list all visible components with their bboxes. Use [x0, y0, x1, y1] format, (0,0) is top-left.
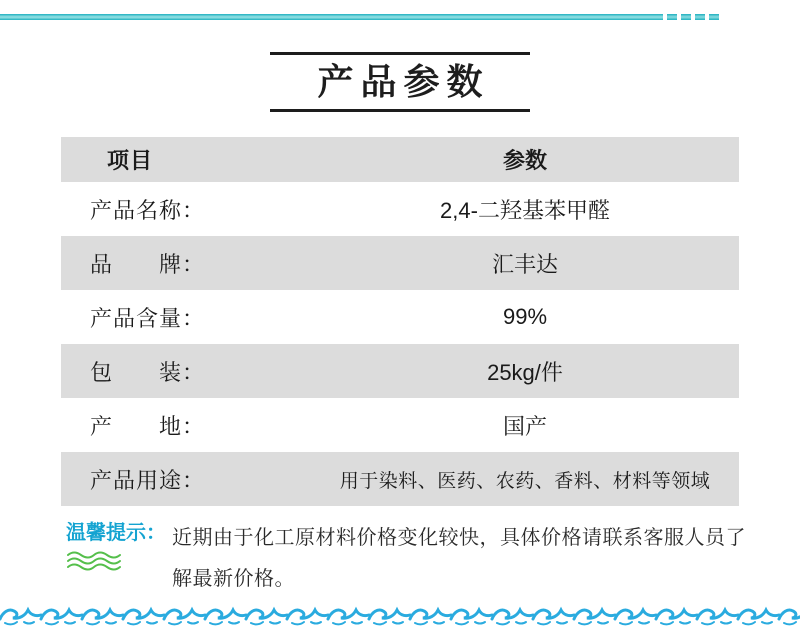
- table-row-packaging: [61, 344, 739, 398]
- top-divider-dash: [681, 14, 691, 20]
- row-label: 包 装：: [90, 359, 206, 385]
- notice-text: 近期由于化工原材料价格变化较快，具体价格请联系客服人员了解最新价格。: [172, 527, 746, 590]
- table-row-usage: [61, 452, 739, 506]
- row-label: 产品名称：: [90, 197, 206, 223]
- row-value: 国产: [502, 413, 547, 439]
- top-divider-dash: [709, 14, 719, 20]
- row-value: 99%: [502, 304, 548, 329]
- row-label: 产品用途：: [90, 467, 206, 493]
- row-value: 25kg/件: [487, 359, 563, 385]
- triple-wave-icon: [66, 550, 126, 572]
- table-row-purity: [61, 290, 739, 344]
- notice-block: [66, 518, 746, 600]
- top-divider-dash: [667, 14, 677, 20]
- top-divider-dash: [695, 14, 705, 20]
- row-label: 产 地：: [90, 413, 206, 439]
- notice-left-column: [66, 518, 172, 600]
- title-bottom-rule: [270, 109, 530, 112]
- page-title: 产品参数: [317, 61, 490, 102]
- column-header-item: 项目: [107, 148, 154, 173]
- column-header-param: 参数: [502, 148, 547, 173]
- title-block: [270, 52, 530, 112]
- row-value: 汇丰达: [491, 251, 558, 277]
- row-label: 产品含量：: [90, 305, 206, 331]
- row-value: 2,4-二羟基苯甲醛: [440, 197, 610, 223]
- top-divider-line: [0, 14, 663, 20]
- table-row-brand: [61, 236, 739, 290]
- table-row-product-name: [61, 182, 739, 236]
- row-value: 用于染料、医药、农药、香料、材料等领域: [339, 470, 711, 492]
- notice-label: 温馨提示：: [66, 522, 166, 544]
- table-row-origin: [61, 398, 739, 452]
- table-header-row: [61, 137, 739, 182]
- ocean-wave-border-icon: [0, 603, 800, 629]
- row-label: 品 牌：: [90, 251, 206, 277]
- parameters-table: [61, 137, 739, 506]
